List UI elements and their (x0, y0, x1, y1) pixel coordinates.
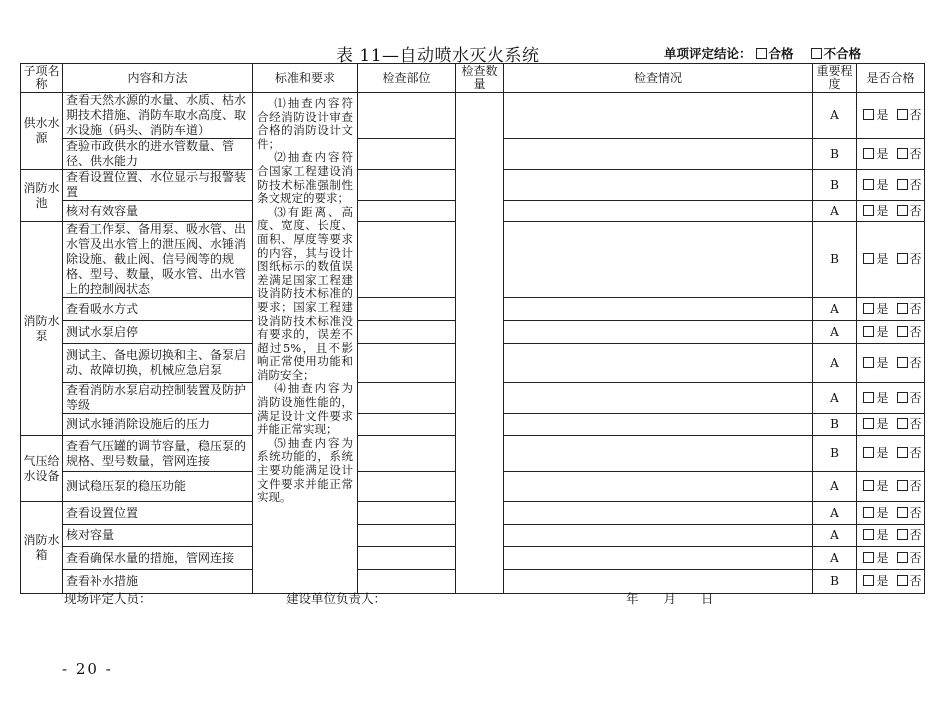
table-row (21, 93, 925, 139)
header-importance: 重要程度 (813, 64, 857, 93)
check-content: 查看气压罐的调节容量，稳压泵的规格、型号数量，管网连接 (63, 436, 253, 472)
header-situation: 检查情况 (504, 64, 813, 93)
yes-checkbox[interactable] (863, 303, 874, 314)
yes-checkbox[interactable] (863, 447, 874, 458)
check-content: 查验市政供水的进水管数量、管径、供水能力 (63, 139, 253, 170)
check-content: 查看吸水方式 (63, 298, 253, 321)
fail-checkbox[interactable] (811, 48, 822, 59)
subitem-name: 消防水泵 (21, 222, 63, 436)
no-checkbox[interactable] (897, 529, 908, 540)
yes-label: 是 (876, 550, 889, 565)
standard-paragraph: ⑶有距离、高度、宽度、长度、面积、厚度等要求的内容，其与设计图纸标示的数值误差满足国家工程建设消防技术标准的要求；国家工程建设消防技术标准没有要求的，误差不超过5%，且不影响正常使用功能和消防安全； (257, 204, 353, 382)
situation-cell[interactable] (504, 414, 813, 436)
importance-level: A (813, 298, 857, 321)
no-checkbox[interactable] (897, 418, 908, 429)
header-content: 内容和方法 (63, 64, 253, 93)
no-checkbox[interactable] (897, 148, 908, 159)
yes-checkbox[interactable] (863, 357, 874, 368)
subitem-name: 供水水源 (21, 93, 63, 170)
no-checkbox[interactable] (897, 179, 908, 190)
yes-label: 是 (876, 528, 889, 542)
no-label: 否 (909, 324, 922, 339)
pass-fail-cell (857, 93, 925, 139)
pass-fail-cell (857, 170, 925, 201)
no-checkbox[interactable] (897, 109, 908, 120)
pass-fail-cell (857, 502, 925, 525)
check-content: 查看设置位置 (63, 502, 253, 525)
no-label: 否 (909, 528, 922, 542)
pass-fail-cell (857, 472, 925, 502)
check-content: 核对容量 (63, 525, 253, 547)
yes-label: 是 (876, 108, 889, 122)
pass-fail-cell (857, 570, 925, 594)
location-cell[interactable] (358, 201, 456, 222)
header-row (21, 64, 925, 93)
standard-requirements (253, 93, 358, 594)
no-label: 否 (909, 146, 922, 161)
no-checkbox[interactable] (897, 253, 908, 264)
evaluator-label: 现场评定人员： (64, 591, 152, 606)
situation-cell[interactable] (504, 93, 813, 139)
yes-checkbox[interactable] (863, 179, 874, 190)
check-content: 测试稳压泵的稳压功能 (63, 472, 253, 502)
yes-label: 是 (876, 505, 889, 520)
yes-label: 是 (876, 301, 889, 316)
location-cell[interactable] (358, 298, 456, 321)
location-cell[interactable] (358, 472, 456, 502)
standard-paragraph: ⑸抽查内容为系统功能的，系统主要功能满足设计文件要求并能正常实现。 (257, 435, 353, 505)
situation-cell[interactable] (504, 298, 813, 321)
location-cell[interactable] (358, 383, 456, 414)
yes-checkbox[interactable] (863, 205, 874, 216)
yes-label: 是 (876, 324, 889, 339)
header-subitem: 子项名称 (21, 64, 63, 93)
pass-fail-cell (857, 547, 925, 570)
no-checkbox[interactable] (897, 303, 908, 314)
yes-checkbox[interactable] (863, 109, 874, 120)
pass-fail-cell (857, 414, 925, 436)
pass-fail-cell (857, 525, 925, 547)
importance-level: B (813, 139, 857, 170)
yes-label: 是 (876, 355, 889, 370)
location-cell[interactable] (358, 414, 456, 436)
pass-fail-cell (857, 298, 925, 321)
subitem-name: 消防水箱 (21, 502, 63, 594)
page-number: - 20 - (62, 660, 113, 678)
situation-cell[interactable] (504, 321, 813, 344)
standard-paragraph: ⑴抽查内容符合经消防设计审查合格的消防设计文件； (257, 96, 353, 151)
location-cell[interactable] (358, 321, 456, 344)
situation-cell[interactable] (504, 502, 813, 525)
check-content: 核对有效容量 (63, 201, 253, 222)
check-content: 查看工作泵、备用泵、吸水管、出水管及出水管上的泄压阀、水锤消除设施、截止阀、信号阀等的规格、型号、数量，吸水管、出水管上的控制阀状态 (63, 222, 253, 298)
importance-level: B (813, 170, 857, 201)
situation-cell[interactable] (504, 436, 813, 472)
subitem-name: 气压给水设备 (21, 436, 63, 502)
location-cell[interactable] (358, 222, 456, 298)
situation-cell[interactable] (504, 170, 813, 201)
yes-checkbox[interactable] (863, 507, 874, 518)
location-cell[interactable] (358, 170, 456, 201)
no-checkbox[interactable] (897, 357, 908, 368)
inspection-table (20, 63, 925, 594)
pass-fail-cell (857, 321, 925, 344)
no-checkbox[interactable] (897, 447, 908, 458)
yes-checkbox[interactable] (863, 529, 874, 540)
single-item-verdict (664, 44, 861, 62)
location-cell[interactable] (358, 139, 456, 170)
quantity-cell[interactable] (456, 93, 504, 594)
no-checkbox[interactable] (897, 392, 908, 403)
no-label: 否 (909, 355, 922, 370)
importance-level: B (813, 570, 857, 594)
location-cell[interactable] (358, 502, 456, 525)
importance-level: A (813, 525, 857, 547)
situation-cell[interactable] (504, 525, 813, 547)
no-label: 否 (909, 505, 922, 520)
verdict-pass-label: 合格 (768, 46, 794, 61)
situation-cell[interactable] (504, 222, 813, 298)
importance-level: A (813, 344, 857, 383)
situation-cell[interactable] (504, 472, 813, 502)
pass-fail-cell (857, 344, 925, 383)
no-checkbox[interactable] (897, 552, 908, 563)
check-content: 测试主、备电源切换和主、备泵启动、故障切换，机械应急启泵 (63, 344, 253, 383)
no-checkbox[interactable] (897, 480, 908, 491)
no-label: 否 (909, 479, 922, 493)
situation-cell[interactable] (504, 383, 813, 414)
importance-level: A (813, 321, 857, 344)
header-location: 检查部位 (358, 64, 456, 93)
no-label: 否 (909, 252, 922, 266)
situation-cell[interactable] (504, 139, 813, 170)
yes-label: 是 (876, 574, 889, 588)
check-content: 查看确保水量的措施，管网连接 (63, 547, 253, 570)
pass-fail-cell (857, 383, 925, 414)
yes-checkbox[interactable] (863, 253, 874, 264)
location-cell[interactable] (358, 436, 456, 472)
yes-checkbox[interactable] (863, 392, 874, 403)
no-label: 否 (909, 446, 922, 460)
location-cell[interactable] (358, 344, 456, 383)
no-label: 否 (909, 203, 922, 218)
check-content: 测试水锤消除设施后的压力 (63, 414, 253, 436)
owner-label: 建设单位负责人： (286, 591, 387, 606)
header-result: 是否合格 (857, 64, 925, 93)
importance-level: A (813, 547, 857, 570)
check-content: 查看消防水泵启动控制装置及防护等级 (63, 383, 253, 414)
importance-level: A (813, 383, 857, 414)
no-checkbox[interactable] (897, 326, 908, 337)
header-quantity: 检查数量 (456, 64, 504, 93)
no-label: 否 (909, 301, 922, 316)
pass-fail-cell (857, 139, 925, 170)
no-checkbox[interactable] (897, 575, 908, 586)
yes-label: 是 (876, 446, 889, 460)
yes-label: 是 (876, 252, 889, 266)
no-label: 否 (909, 177, 922, 192)
yes-label: 是 (876, 203, 889, 218)
importance-level: A (813, 201, 857, 222)
yes-label: 是 (876, 417, 889, 431)
importance-level: B (813, 414, 857, 436)
situation-cell[interactable] (504, 344, 813, 383)
pass-fail-cell (857, 436, 925, 472)
no-label: 否 (909, 390, 922, 405)
yes-checkbox[interactable] (863, 326, 874, 337)
no-label: 否 (909, 550, 922, 565)
importance-level: B (813, 222, 857, 298)
situation-cell[interactable] (504, 201, 813, 222)
yes-label: 是 (876, 146, 889, 161)
importance-level: B (813, 436, 857, 472)
no-checkbox[interactable] (897, 507, 908, 518)
yes-checkbox[interactable] (863, 575, 874, 586)
pass-fail-cell (857, 222, 925, 298)
no-label: 否 (909, 108, 922, 122)
check-content: 查看补水措施 (63, 570, 253, 594)
location-cell[interactable] (358, 525, 456, 547)
yes-checkbox[interactable] (863, 418, 874, 429)
check-content: 查看天然水源的水量、水质、枯水期技术措施、消防车取水高度、取水设施（码头、消防车道） (63, 93, 253, 139)
subitem-name: 消防水池 (21, 170, 63, 222)
importance-level: A (813, 472, 857, 502)
yes-label: 是 (876, 479, 889, 493)
verdict-fail-label: 不合格 (823, 46, 862, 61)
importance-level: A (813, 93, 857, 139)
importance-level: A (813, 502, 857, 525)
yes-checkbox[interactable] (863, 480, 874, 491)
situation-cell[interactable] (504, 547, 813, 570)
no-label: 否 (909, 417, 922, 431)
location-cell[interactable] (358, 547, 456, 570)
no-label: 否 (909, 574, 922, 588)
standard-paragraph: ⑵抽查内容符合国家工程建设消防技术标准强制性条文规定的要求； (257, 150, 353, 206)
yes-checkbox[interactable] (863, 148, 874, 159)
pass-fail-cell (857, 201, 925, 222)
table-title-text: 表 11—自动喷水灭火系统 (336, 46, 540, 66)
header-standard: 标准和要求 (253, 64, 358, 93)
location-cell[interactable] (358, 93, 456, 139)
yes-checkbox[interactable] (863, 552, 874, 563)
verdict-label: 单项评定结论： (664, 46, 752, 61)
date-label: 年 月 日 (626, 591, 714, 606)
pass-checkbox[interactable] (756, 48, 767, 59)
no-checkbox[interactable] (897, 205, 908, 216)
yes-label: 是 (876, 390, 889, 405)
yes-label: 是 (876, 177, 889, 192)
check-content: 查看设置位置、水位显示与报警装置 (63, 170, 253, 201)
check-content: 测试水泵启停 (63, 321, 253, 344)
standard-paragraph: ⑷抽查内容为消防设施性能的，满足设计文件要求并能正常实现； (257, 381, 353, 437)
